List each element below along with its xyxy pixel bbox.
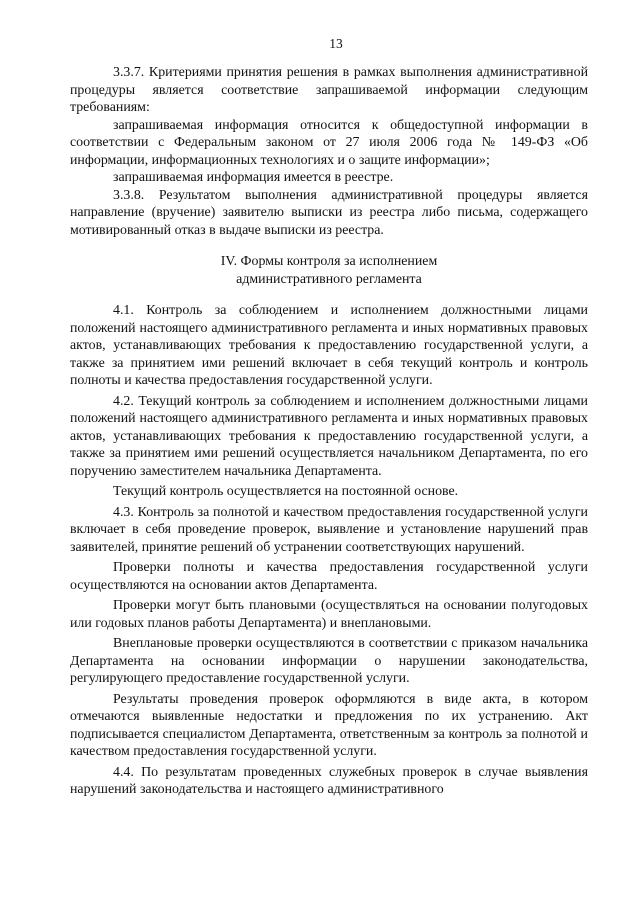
paragraph-current-control: Текущий контроль осуществляется на постоянной основе. — [113, 484, 459, 499]
paragraph-4-4: 4.4. По результатам проведенных служебных проверок в случае выявления нарушений законодательства и настоящего административного — [70, 764, 588, 797]
section-heading — [70, 253, 588, 288]
paragraph-requirement-1: запрашиваемая информация относится к общедоступной информации в соответствии с Федеральным законом от 27 июля 2006 года № 149-ФЗ «Об информации, информационных технологиях и о защите информации»; — [70, 117, 588, 168]
section-3-text — [70, 64, 588, 239]
paragraph-3-3-8: 3.3.8. Результатом выполнения административной процедуры является направление (вручение) заявителю выписки из реестра либо письма, содержащего мотивированный отказ в выдаче выписки из реестра. — [70, 187, 588, 238]
paragraph-4-1: 4.1. Контроль за соблюдением и исполнением должностными лицами положений настоящего административного регламента и иных нормативных правовых актов, устанавливающих требования к предоставлению государственной услуги, а также за принятием ими решений включает в себя текущий контроль и контроль полноты и качества предоставления государственной услуги. — [70, 303, 588, 388]
paragraph-3-3-7: 3.3.7. Критериями принятия решения в рамках выполнения административной процедуры является соответствие запрашиваемой информации следующим требованиям: — [70, 65, 588, 115]
paragraph-unscheduled-inspections: Внеплановые проверки осуществляются в соответствии с приказом начальника Департамента на основании информации о нарушении законодательства, регулирующего предоставление государственной услуги. — [70, 636, 588, 686]
paragraph-requirement-2: запрашиваемая информация имеется в реестре. — [113, 170, 394, 185]
page-number: 13 — [329, 36, 343, 51]
paragraph-inspections-types: Проверки могут быть плановыми (осуществляться на основании полугодовых или годовых планов работы Департамента) и внеплановыми. — [70, 598, 588, 631]
section-heading-line-1: IV. Формы контроля за исполнением — [220, 254, 438, 269]
section-4-text — [70, 302, 588, 799]
document-page — [70, 36, 588, 799]
paragraph-inspections-basis: Проверки полноты и качества предоставления государственной услуги осуществляются на основании актов Департамента. — [70, 560, 588, 593]
section-heading-line-2: административного регламента — [236, 271, 422, 287]
paragraph-4-3: 4.3. Контроль за полнотой и качеством предоставления государственной услуги включает в себя проведение проверок, выявление и установление нарушений прав заявителей, принятие решений об устранении соответствующих нарушений. — [70, 504, 588, 555]
paragraph-4-2: 4.2. Текущий контроль за соблюдением и исполнением должностными лицами положений настоящего административного регламента и иных нормативных правовых актов, устанавливающих требования к предоставлению государственной услуги, а также за принятием ими решений осуществляется начальником Департамента, по его поручению заместителем начальника Департамента. — [70, 393, 588, 479]
paragraph-inspection-results: Результаты проведения проверок оформляются в виде акта, в котором отмечаются выявленные недостатки и предложения по их устранению. Акт подписывается специалистом Департамента, ответственным за контроль за полнотой и качеством предоставления государственной услуги. — [70, 691, 588, 759]
